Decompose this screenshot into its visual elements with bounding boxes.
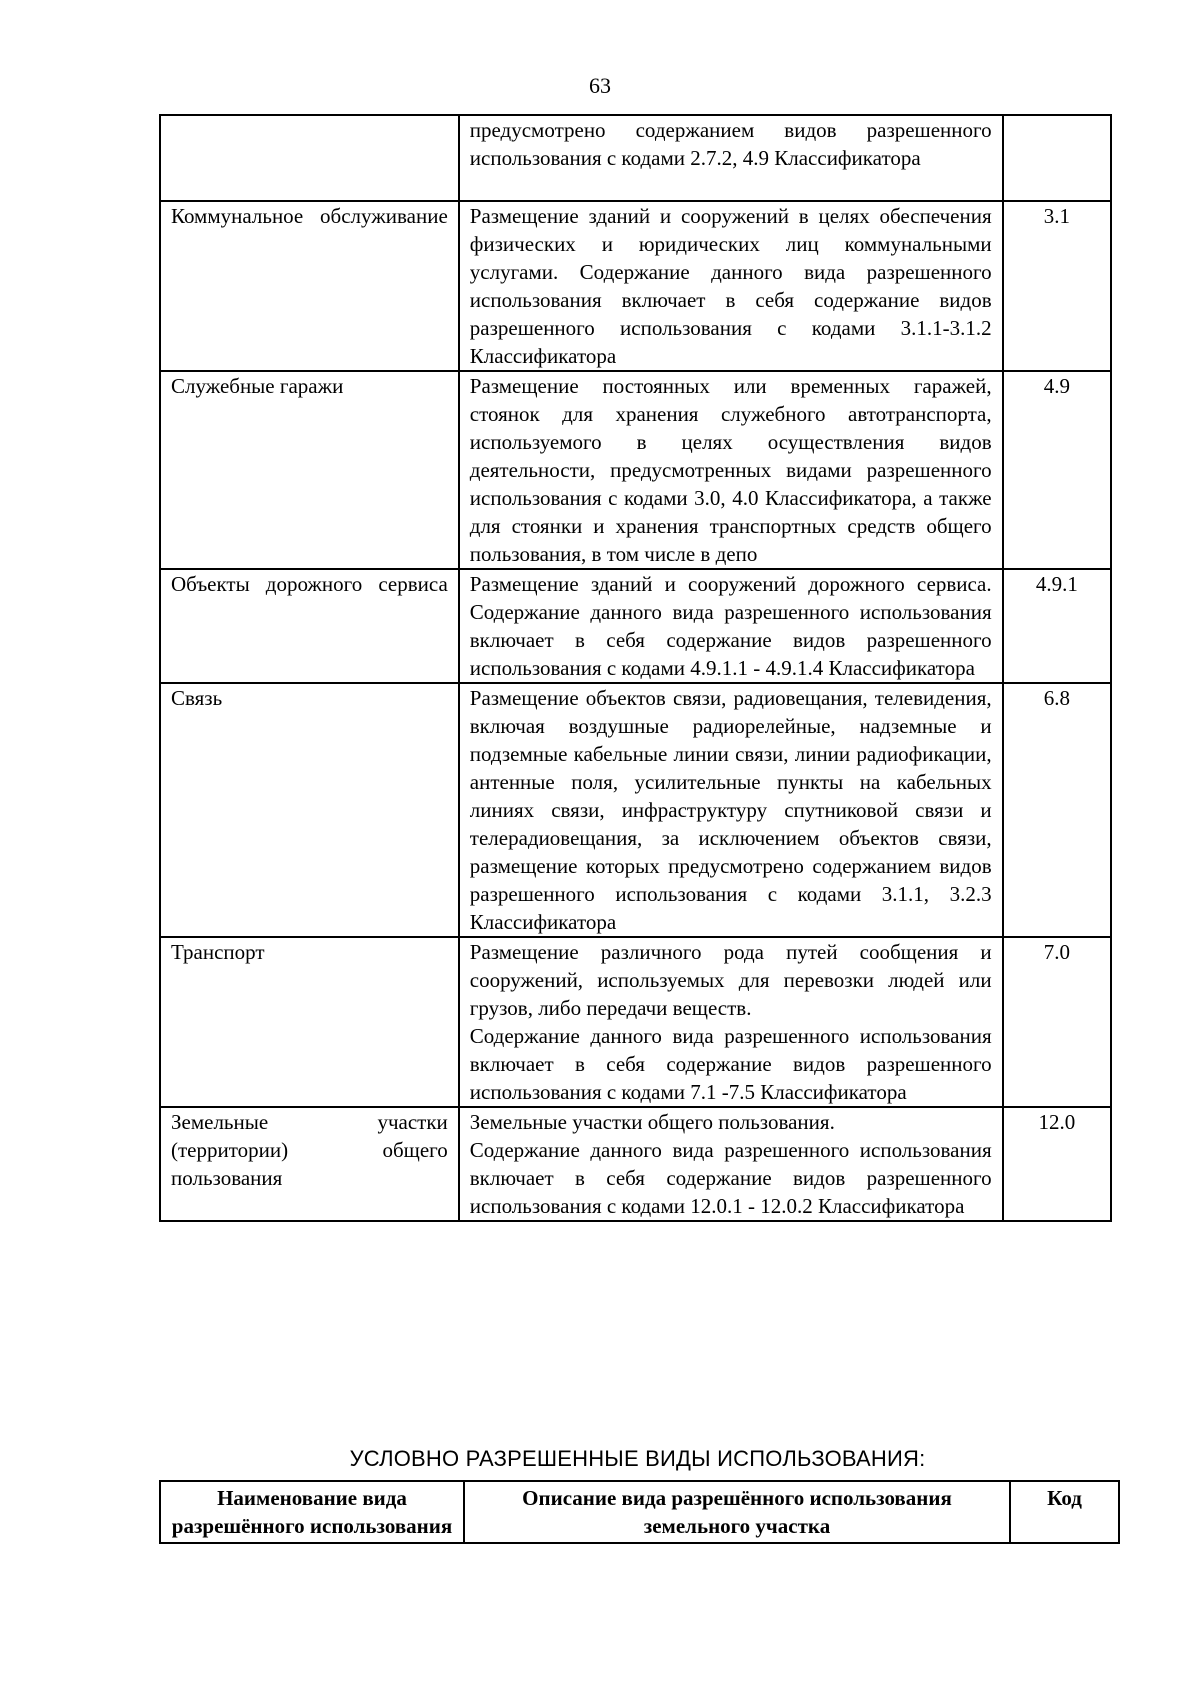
description-text: Содержание данного вида разрешенного использования включает в себя содержание видов разрешенного использования с кодами 7.1 -7.5 Классификатора (469, 1024, 992, 1104)
description-text: Содержание данного вида разрешенного использования включает в себя содержание видов разрешенного использования с кодами 12.0.1 - 12.0.2 Классификатора (469, 1138, 992, 1218)
row-name: Служебные гаражи (160, 371, 459, 569)
row-description (459, 569, 1003, 683)
row-code: 7.0 (1003, 937, 1111, 1107)
row-description (459, 371, 1003, 569)
row-code: 3.1 (1003, 201, 1111, 371)
row-name (160, 115, 459, 201)
conditional-use-table-header (159, 1480, 1120, 1544)
table-row (160, 201, 1111, 371)
description-text: Размещение постоянных или временных гаражей, стоянок для хранения служебного автотранспорта, используемого в целях осуществления видов деятельности, предусмотренных видами разрешенного использования с кодами 3.0, 4.0 Классификатора, а также для стоянки и хранения транспортных средств общего пользования, в том числе в депо (469, 374, 992, 566)
description-text: Размещение различного рода путей сообщения и сооружений, используемых для перевозки людей или грузов, либо передачи веществ. (469, 940, 992, 1020)
table-row (160, 937, 1111, 1107)
table-row (160, 115, 1111, 201)
page-number: 63 (589, 73, 611, 98)
row-code: 12.0 (1003, 1107, 1111, 1221)
table-row (160, 569, 1111, 683)
row-description (459, 201, 1003, 371)
table-row (160, 1107, 1111, 1221)
table-header-row (160, 1481, 1119, 1543)
table-row (160, 683, 1111, 937)
header-code: Код (1010, 1481, 1119, 1543)
land-use-table (159, 114, 1112, 1222)
row-name: Транспорт (160, 937, 459, 1107)
description-text: Размещение объектов связи, радиовещания, телевидения, включая воздушные радиорелейные, надземные и подземные кабельные линии связи, линии радиофикации, антенные поля, усилительные пункты на кабельных линиях связи, инфраструктуру спутниковой связи и телерадиовещания, за исключением объектов связи, размещение которых предусмотрено содержанием видов разрешенного использования с кодами 3.1.1, 3.2.3 Классификатора (469, 686, 992, 934)
row-code (1003, 115, 1111, 201)
row-name: Коммунальное обслуживание (160, 201, 459, 371)
row-description (459, 115, 1003, 201)
description-text: Земельные участки общего пользования. (469, 1110, 835, 1134)
row-name: Объекты дорожного сервиса (160, 569, 459, 683)
row-code: 4.9 (1003, 371, 1111, 569)
description-text: Размещение зданий и сооружений дорожного сервиса. Содержание данного вида разрешенного использования включает в себя содержание видов разрешенного использования с кодами 4.9.1.1 - 4.9.1.4 Классификатора (469, 572, 992, 680)
row-name: Связь (160, 683, 459, 937)
description-text: предусмотрено содержанием видов разрешенного использования с кодами 2.7.2, 4.9 Классификатора (469, 118, 992, 170)
section-title: УСЛОВНО РАЗРЕШЕННЫЕ ВИДЫ ИСПОЛЬЗОВАНИЯ: (349, 1446, 926, 1471)
row-description (459, 1107, 1003, 1221)
table-row (160, 371, 1111, 569)
description-text: Размещение зданий и сооружений в целях обеспечения физических и юридических лиц коммунальными услугами. Содержание данного вида разрешенного использования включает в себя содержание видов разрешенного использования с кодами 3.1.1-3.1.2 Классификатора (469, 204, 992, 368)
row-name: Земельные участки (территории) общего пользования (160, 1107, 459, 1221)
row-code: 4.9.1 (1003, 569, 1111, 683)
row-description (459, 937, 1003, 1107)
row-description (459, 683, 1003, 937)
header-name: Наименование вида разрешённого использования (160, 1481, 464, 1543)
header-description: Описание вида разрешённого использования земельного участка (464, 1481, 1010, 1543)
row-code: 6.8 (1003, 683, 1111, 937)
